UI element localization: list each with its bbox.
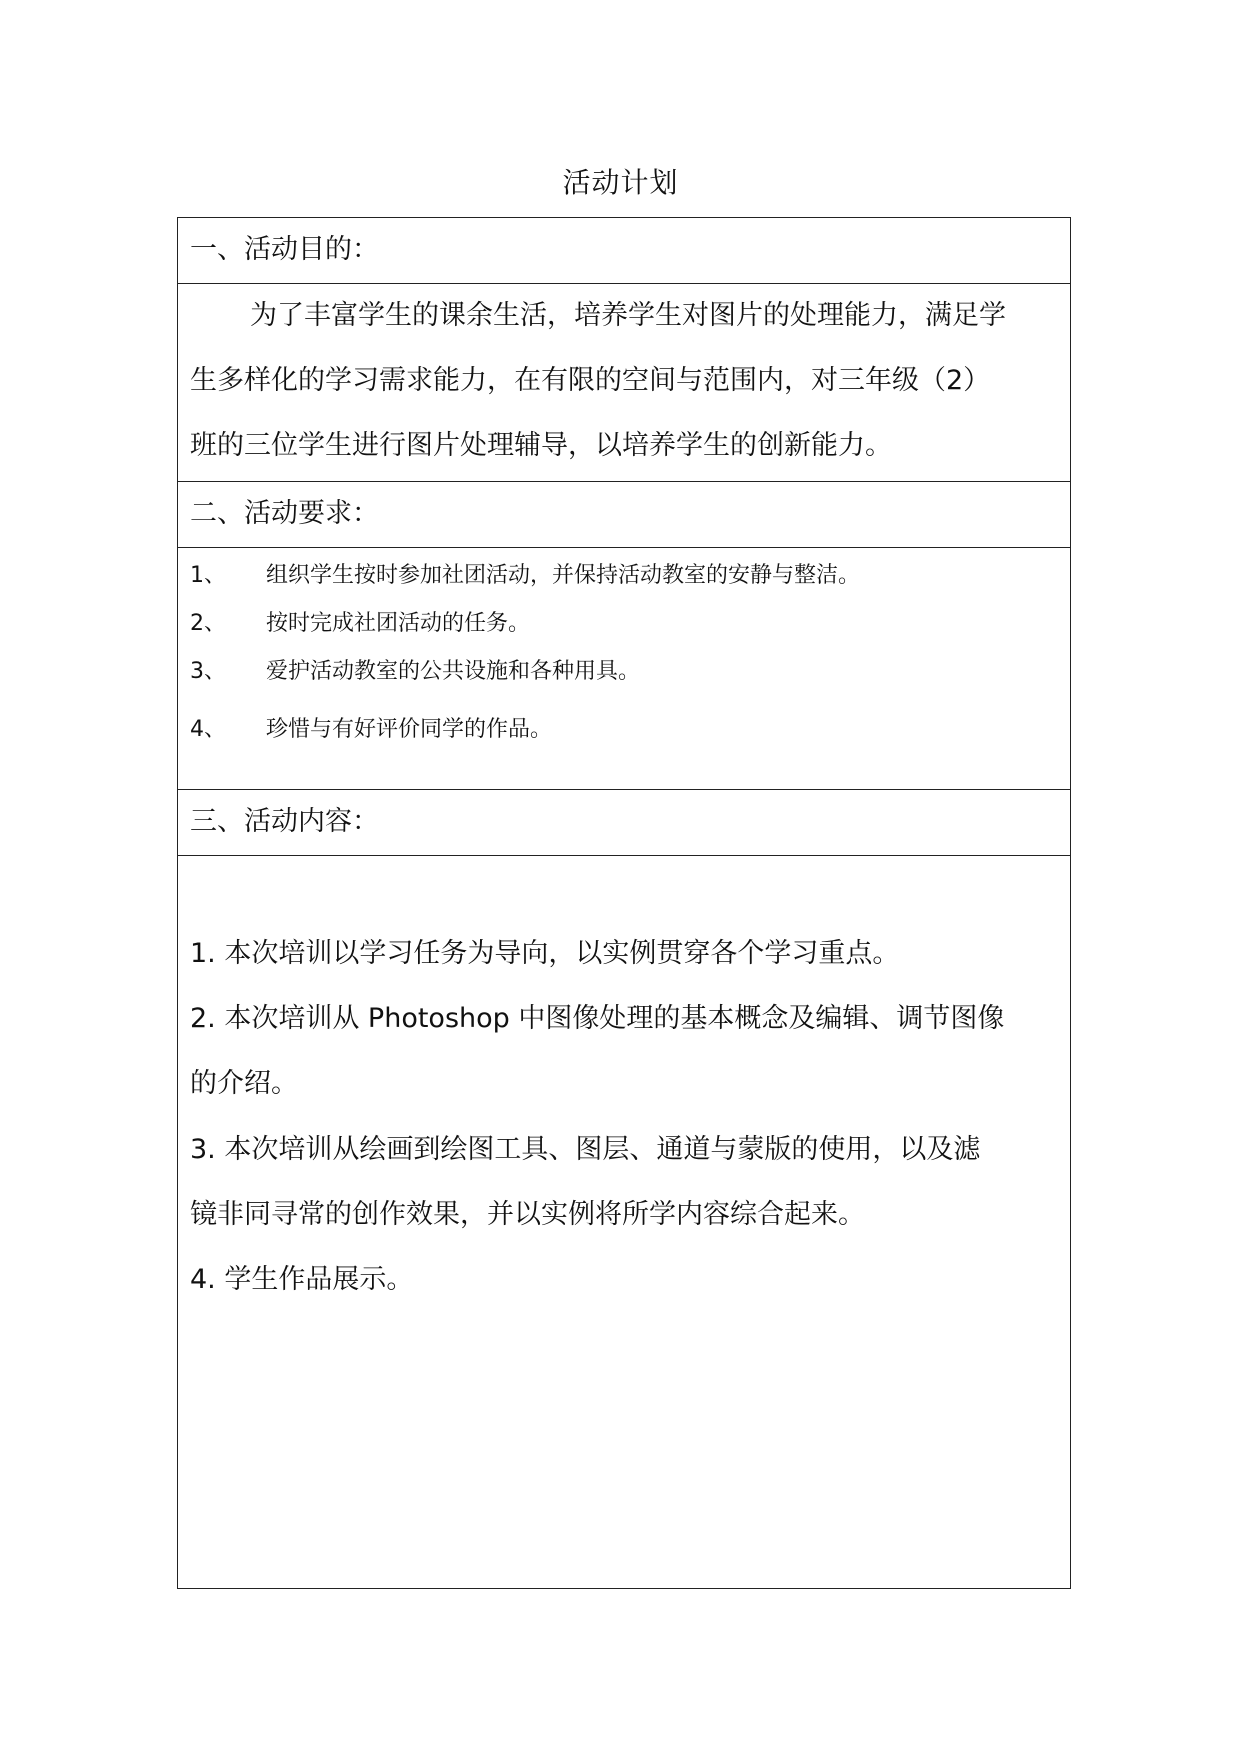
row-divider: [178, 481, 1070, 482]
content-line: 的介绍。: [190, 1068, 298, 1099]
content-heading: 三、活动内容：: [190, 806, 379, 837]
list-item: [190, 715, 552, 745]
list-item-text: 按时完成社团活动的任务。: [266, 611, 531, 636]
plan-table: [177, 217, 1071, 1589]
purpose-heading: 一、活动目的：: [190, 234, 379, 265]
list-item-text: 珍惜与有好评价同学的作品。: [266, 717, 553, 742]
content-line: 3. 本次培训从绘画到绘图工具、图层、通道与蒙版的使用，以及滤: [190, 1134, 981, 1165]
list-item: [190, 561, 860, 591]
content-line: 1. 本次培训以学习任务为导向，以实例贯穿各个学习重点。: [190, 938, 900, 969]
list-item-number: 4、: [190, 717, 226, 742]
purpose-line: 为了丰富学生的课余生活，培养学生对图片的处理能力，满足学: [250, 300, 1006, 331]
content-line: 4. 学生作品展示。: [190, 1264, 414, 1295]
list-item: [190, 609, 530, 639]
list-item-number: 3、: [190, 659, 226, 684]
list-item-number: 1、: [190, 563, 226, 588]
page-title: 活动计划: [562, 166, 679, 199]
list-item-text: 组织学生按时参加社团活动，并保持活动教室的安静与整洁。: [266, 563, 861, 588]
row-divider: [178, 855, 1070, 856]
content-line: 镜非同寻常的创作效果，并以实例将所学内容综合起来。: [190, 1199, 865, 1230]
purpose-line: 班的三位学生进行图片处理辅导，以培养学生的创新能力。: [190, 430, 892, 461]
list-item-number: 2、: [190, 611, 226, 636]
requirements-heading: 二、活动要求：: [190, 498, 379, 529]
row-divider: [178, 547, 1070, 548]
row-divider: [178, 283, 1070, 284]
list-item-text: 爱护活动教室的公共设施和各种用具。: [266, 659, 641, 684]
list-item: [190, 657, 640, 687]
content-line: 2. 本次培训从 Photoshop 中图像处理的基本概念及编辑、调节图像: [190, 1003, 1005, 1034]
purpose-line: 生多样化的学习需求能力，在有限的空间与范围内，对三年级（2）: [190, 365, 991, 396]
row-divider: [178, 789, 1070, 790]
